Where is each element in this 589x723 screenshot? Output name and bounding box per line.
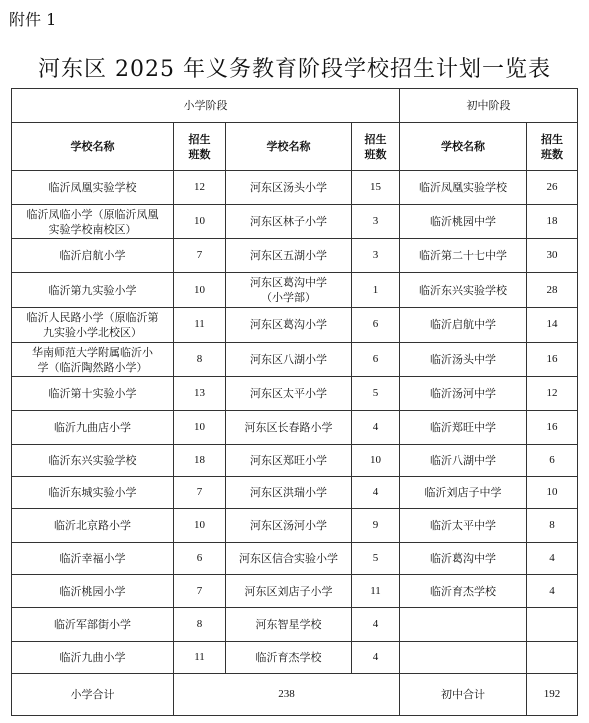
- classes-header-text: 招生 班数: [188, 132, 211, 161]
- primary-school-name-2: 河东区太平小学: [250, 387, 327, 401]
- primary-school-name-2: 河东区五湖小学: [250, 249, 327, 263]
- table-row: [12, 239, 578, 273]
- table-row: [12, 411, 578, 445]
- junior-school-name-cell: [400, 342, 527, 377]
- primary-classes-2-cell: [352, 476, 400, 509]
- primary-classes: 12: [194, 180, 205, 193]
- junior-classes-cell: [527, 171, 578, 205]
- junior-school-name: 临沂东兴实验学校: [419, 283, 507, 297]
- table-row: [12, 574, 578, 608]
- primary-school-name-2: 河东区林子小学: [250, 215, 327, 229]
- primary-school-name: 临沂凤凰实验学校: [48, 180, 137, 194]
- primary-school-name-2: 河东区信合实验小学: [239, 551, 338, 565]
- junior-school-name-cell: [400, 377, 527, 411]
- primary-school-name: 临沂九曲店小学: [54, 421, 131, 435]
- primary-classes-2: 3: [372, 215, 379, 228]
- primary-classes-2-cell: [352, 204, 400, 239]
- primary-school-name-2-cell: [226, 171, 352, 205]
- junior-school-name: 临沂葛沟中学: [430, 551, 496, 565]
- primary-classes-cell: [174, 171, 226, 205]
- primary-school-name: 临沂东城实验小学: [48, 485, 137, 499]
- junior-classes-cell: [527, 411, 578, 445]
- primary-school-name-cell: [12, 642, 174, 674]
- attachment-label: 附件 1: [9, 10, 57, 29]
- primary-school-name-cell: [12, 342, 174, 377]
- primary-classes: 18: [194, 453, 205, 466]
- junior-school-name-cell: [400, 444, 527, 476]
- primary-classes: 7: [196, 485, 203, 498]
- primary-classes: 8: [196, 618, 203, 631]
- junior-school-name: 临沂第二十七中学: [419, 249, 507, 263]
- primary-school-name-2: 河东区葛沟小学: [250, 318, 327, 332]
- primary-classes-2: 4: [372, 485, 379, 498]
- primary-classes-2: 11: [370, 584, 381, 597]
- primary-school-name-cell: [12, 171, 174, 205]
- junior-school-name: 临沂启航中学: [430, 318, 496, 332]
- junior-school-name-cell: [400, 307, 527, 342]
- primary-school-name: 临沂凤临小学（原临沂凤凰 实验学校南校区）: [26, 207, 159, 236]
- primary-classes: 10: [194, 283, 205, 296]
- primary-school-name-2-cell: [226, 642, 352, 674]
- primary-classes-2: 4: [372, 651, 379, 664]
- primary-classes-2-cell: [352, 444, 400, 476]
- table-row: [12, 476, 578, 509]
- primary-school-name-cell: [12, 444, 174, 476]
- primary-classes-cell: [174, 642, 226, 674]
- junior-classes-cell: [527, 273, 578, 308]
- primary-school-name-cell: [12, 204, 174, 239]
- junior-classes: 16: [546, 421, 558, 434]
- primary-classes: 11: [194, 651, 205, 664]
- junior-classes: 26: [546, 180, 558, 193]
- junior-school-name-header: 学校名称: [400, 123, 527, 171]
- primary-classes-2-cell: [352, 377, 400, 411]
- junior-classes: 12: [546, 387, 558, 400]
- primary-school-name-cell: [12, 377, 174, 411]
- enrollment-plan-table: [11, 88, 578, 716]
- junior-classes: 6: [549, 453, 555, 466]
- primary-school-name-cell: [12, 476, 174, 509]
- junior-classes: 28: [546, 283, 558, 296]
- primary-classes-cell: [174, 543, 226, 575]
- junior-classes-cell: [527, 377, 578, 411]
- primary-classes-2: 4: [372, 618, 379, 631]
- primary-classes-2-cell: [352, 171, 400, 205]
- primary-classes-cell: [174, 273, 226, 308]
- primary-school-name-cell: [12, 307, 174, 342]
- junior-school-name: 临沂刘店子中学: [424, 485, 502, 499]
- primary-classes-cell: [174, 307, 226, 342]
- junior-school-name: 临沂凤凰实验学校: [419, 180, 507, 194]
- table-row: [12, 444, 578, 476]
- primary-classes-2: 1: [372, 283, 379, 296]
- table-row: [12, 204, 578, 239]
- primary-school-name: 临沂人民路小学（原临沂第 九实验小学北校区）: [26, 310, 159, 339]
- primary-school-name-cell: [12, 273, 174, 308]
- junior-classes: 8: [549, 519, 555, 532]
- junior-classes-cell: [527, 608, 578, 642]
- primary-classes-2-cell: [352, 608, 400, 642]
- junior-school-name: 临沂汤头中学: [430, 353, 496, 367]
- junior-school-name: 临沂太平中学: [430, 519, 496, 533]
- primary-classes-cell: [174, 444, 226, 476]
- junior-school-name-cell: [400, 608, 527, 642]
- primary-school-name-2-cell: [226, 342, 352, 377]
- primary-school-name: 临沂幸福小学: [59, 551, 126, 565]
- junior-total-label: 初中合计: [400, 674, 527, 716]
- primary-school-name-2: 河东区郑旺小学: [250, 453, 327, 467]
- primary-classes-cell: [174, 476, 226, 509]
- primary-school-name: 临沂北京路小学: [54, 519, 131, 533]
- primary-school-name-2-cell: [226, 204, 352, 239]
- primary-classes-2: 4: [372, 421, 379, 434]
- primary-school-name-header-1: 学校名称: [12, 123, 174, 171]
- primary-school-name-2: 临沂育杰学校: [255, 651, 322, 665]
- junior-classes: 4: [549, 551, 555, 564]
- table-row: [12, 608, 578, 642]
- junior-classes: 10: [546, 485, 558, 498]
- primary-school-name: 临沂九曲小学: [59, 651, 126, 665]
- primary-classes-2: 6: [372, 318, 379, 331]
- primary-classes: 10: [194, 215, 205, 228]
- junior-classes-header: [527, 123, 578, 171]
- primary-classes-cell: [174, 608, 226, 642]
- junior-school-name-cell: [400, 171, 527, 205]
- primary-school-name-2-cell: [226, 239, 352, 273]
- primary-classes-cell: [174, 239, 226, 273]
- primary-school-name-2: 河东区八湖小学: [250, 353, 327, 367]
- junior-school-name-cell: [400, 543, 527, 575]
- junior-classes-cell: [527, 642, 578, 674]
- primary-school-name-cell: [12, 543, 174, 575]
- primary-school-name-cell: [12, 509, 174, 543]
- primary-classes-2-cell: [352, 509, 400, 543]
- table-row: [12, 307, 578, 342]
- primary-school-name-2: 河东区汤头小学: [250, 180, 327, 194]
- primary-school-name-2: 河东区长春路小学: [244, 421, 333, 435]
- primary-classes: 8: [196, 353, 203, 366]
- junior-school-name: 临沂育杰学校: [430, 584, 496, 598]
- primary-classes-cell: [174, 574, 226, 608]
- primary-school-name-2: 河东区洪瑞小学: [250, 485, 327, 499]
- junior-school-name-cell: [400, 476, 527, 509]
- primary-school-name-2-cell: [226, 476, 352, 509]
- primary-classes-header-2: [352, 123, 400, 171]
- primary-classes: 7: [196, 249, 203, 262]
- primary-classes: 10: [194, 421, 205, 434]
- primary-total-label: 小学合计: [12, 674, 174, 716]
- primary-school-name-2-cell: [226, 307, 352, 342]
- primary-school-name-2-cell: [226, 411, 352, 445]
- primary-school-name: 临沂启航小学: [59, 249, 126, 263]
- primary-school-name-cell: [12, 411, 174, 445]
- table-row: [12, 342, 578, 377]
- junior-school-name: 临沂八湖中学: [430, 453, 496, 467]
- primary-school-name-2-cell: [226, 377, 352, 411]
- junior-school-name-cell: [400, 239, 527, 273]
- primary-school-name: 临沂第十实验小学: [48, 387, 137, 401]
- junior-classes: 4: [549, 584, 555, 597]
- primary-classes-2-cell: [352, 307, 400, 342]
- primary-school-name-2-cell: [226, 273, 352, 308]
- primary-classes: 10: [194, 519, 205, 532]
- primary-school-name-2: 河东区汤河小学: [250, 519, 327, 533]
- primary-classes-cell: [174, 509, 226, 543]
- primary-classes-header-1: [174, 123, 226, 171]
- primary-classes-cell: [174, 342, 226, 377]
- primary-stage-header: 小学阶段: [12, 89, 400, 123]
- junior-classes-cell: [527, 204, 578, 239]
- junior-school-name-cell: [400, 273, 527, 308]
- primary-school-name: 临沂东兴实验学校: [48, 453, 137, 467]
- primary-school-name: 华南师范大学附属临沂小 学（临沂陶然路小学）: [32, 345, 153, 374]
- primary-school-name-2-cell: [226, 509, 352, 543]
- primary-classes-2: 6: [372, 353, 379, 366]
- primary-school-name-cell: [12, 239, 174, 273]
- junior-total-value: 192: [527, 674, 578, 716]
- primary-school-name-2-cell: [226, 608, 352, 642]
- junior-classes-cell: [527, 307, 578, 342]
- primary-school-name: 临沂桃园小学: [59, 584, 126, 598]
- primary-classes-2-cell: [352, 411, 400, 445]
- junior-classes-cell: [527, 342, 578, 377]
- table-row: [12, 171, 578, 205]
- primary-classes-2-cell: [352, 642, 400, 674]
- classes-header-text: 招生 班数: [364, 132, 387, 161]
- table-row: [12, 543, 578, 575]
- junior-school-name: 临沂郑旺中学: [430, 421, 496, 435]
- junior-classes-cell: [527, 476, 578, 509]
- primary-classes: 6: [196, 551, 203, 564]
- table-row: [12, 377, 578, 411]
- junior-classes-cell: [527, 543, 578, 575]
- primary-classes-2: 5: [372, 387, 379, 400]
- junior-school-name-cell: [400, 411, 527, 445]
- primary-classes: 13: [194, 387, 205, 400]
- primary-total-value: 238: [174, 674, 400, 716]
- junior-stage-header: 初中阶段: [400, 89, 578, 123]
- primary-classes-2-cell: [352, 543, 400, 575]
- junior-school-name-cell: [400, 642, 527, 674]
- primary-school-name: 临沂第九实验小学: [48, 283, 137, 297]
- primary-classes-2-cell: [352, 273, 400, 308]
- primary-classes-2-cell: [352, 239, 400, 273]
- primary-school-name: 临沂军部街小学: [54, 618, 131, 632]
- table-row: [12, 642, 578, 674]
- primary-school-name-cell: [12, 608, 174, 642]
- primary-classes-2-cell: [352, 574, 400, 608]
- primary-school-name-2-cell: [226, 543, 352, 575]
- document-title: 河东区 2025 年义务教育阶段学校招生计划一览表: [38, 57, 551, 82]
- primary-school-name-2: 河东智星学校: [255, 618, 322, 632]
- junior-classes: 30: [546, 249, 558, 262]
- junior-school-name-cell: [400, 204, 527, 239]
- primary-classes-2: 3: [372, 249, 379, 262]
- junior-classes-cell: [527, 574, 578, 608]
- primary-classes-2: 9: [372, 519, 379, 532]
- junior-school-name: 临沂桃园中学: [430, 215, 496, 229]
- primary-classes-2-cell: [352, 342, 400, 377]
- junior-classes-cell: [527, 444, 578, 476]
- classes-header-text: 招生 班数: [541, 132, 563, 161]
- table-row: [12, 509, 578, 543]
- table-row: [12, 273, 578, 308]
- primary-classes: 7: [196, 584, 203, 597]
- junior-classes-cell: [527, 239, 578, 273]
- primary-classes-2: 5: [372, 551, 379, 564]
- junior-classes: 18: [546, 215, 558, 228]
- primary-school-name-cell: [12, 574, 174, 608]
- primary-school-name-header-2: 学校名称: [226, 123, 352, 171]
- table-body: [12, 171, 578, 674]
- primary-classes-2: 15: [370, 180, 381, 193]
- primary-school-name-2: 河东区葛沟中学 （小学部）: [250, 276, 327, 305]
- junior-classes: 16: [546, 353, 558, 366]
- primary-classes-cell: [174, 411, 226, 445]
- primary-classes: 11: [194, 318, 205, 331]
- primary-classes-cell: [174, 204, 226, 239]
- junior-school-name-cell: [400, 574, 527, 608]
- junior-school-name: 临沂汤河中学: [430, 387, 496, 401]
- primary-school-name-2-cell: [226, 574, 352, 608]
- primary-classes-cell: [174, 377, 226, 411]
- primary-school-name-2: 河东区刘店子小学: [244, 584, 333, 598]
- primary-classes-2: 10: [370, 453, 381, 466]
- primary-school-name-2-cell: [226, 444, 352, 476]
- junior-classes-cell: [527, 509, 578, 543]
- junior-classes: 14: [546, 318, 558, 331]
- junior-school-name-cell: [400, 509, 527, 543]
